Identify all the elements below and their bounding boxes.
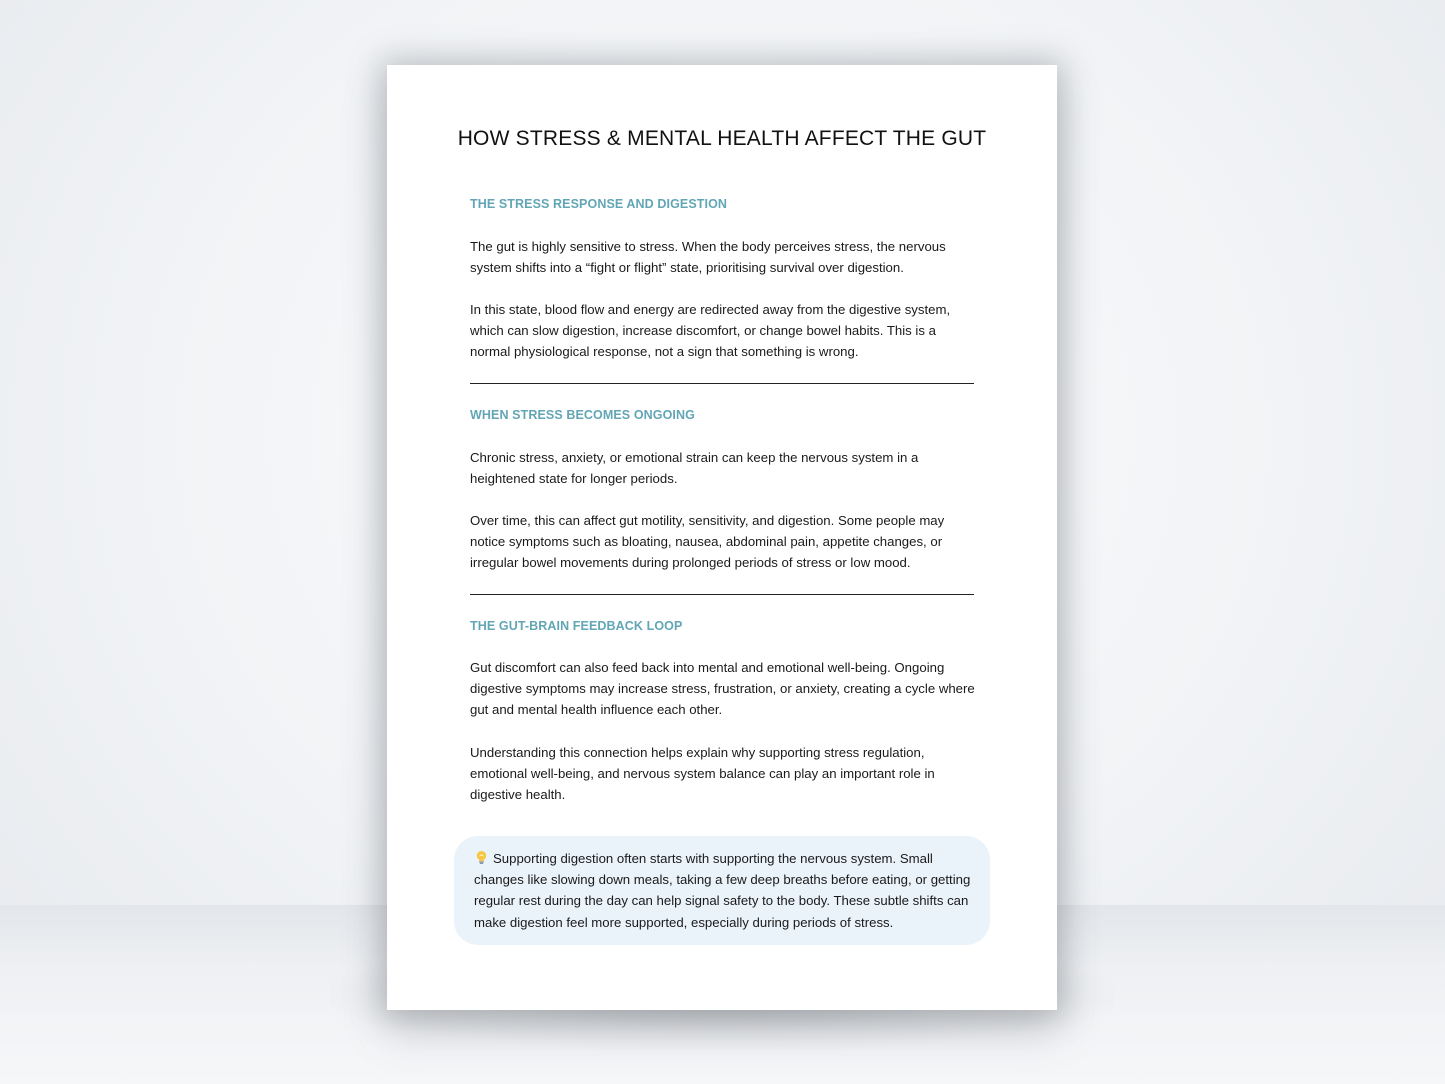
section-paragraph: Over time, this can affect gut motility, sensitivity, and digestion. Some people may notice symptoms such as bloating, nausea, abdominal pain, appetite changes, or irregular bowel movements during prolonged periods of stress or low mood. (470, 513, 945, 571)
section-divider (470, 383, 974, 384)
section-heading-stress-response: THE STRESS RESPONSE AND DIGESTION (470, 197, 728, 211)
section-paragraph: The gut is highly sensitive to stress. When the body perceives stress, the nervous system shifts into a “fight or flight” state, prioritising survival over digestion. (470, 239, 946, 276)
document-page (387, 65, 1057, 1010)
section-paragraph: Understanding this connection helps explain why supporting stress regulation, emotional well-being, and nervous system balance can play an important role in digestive health. (470, 745, 935, 803)
section-paragraph: In this state, blood flow and energy are redirected away from the digestive system, which can slow digestion, increase discomfort, or change bowel habits. This is a normal physiological response, not a sign that something is wrong. (470, 302, 951, 360)
page-title: HOW STRESS & MENTAL HEALTH AFFECT THE GUT (457, 127, 987, 150)
callout-text: Supporting digestion often starts with supporting the nervous system. Small changes like slowing down meals, taking a few deep breaths before eating, or getting regular rest during the day can help signal safety to the body. These subtle shifts can make digestion feel more supported, especially during periods of stress. (474, 851, 971, 930)
lightbulb-icon (474, 850, 489, 865)
section-heading-ongoing-stress: WHEN STRESS BECOMES ONGOING (470, 408, 695, 422)
tip-callout (454, 836, 990, 945)
section-paragraph: Chronic stress, anxiety, or emotional strain can keep the nervous system in a heightened state for longer periods. (470, 450, 919, 487)
callout-text-block (474, 848, 974, 933)
section-divider (470, 594, 974, 595)
section-heading-feedback-loop: THE GUT-BRAIN FEEDBACK LOOP (470, 619, 683, 633)
section-paragraph: Gut discomfort can also feed back into mental and emotional well-being. Ongoing digestive symptoms may increase stress, frustration, or anxiety, creating a cycle where gut and mental health influence each other. (470, 660, 975, 718)
